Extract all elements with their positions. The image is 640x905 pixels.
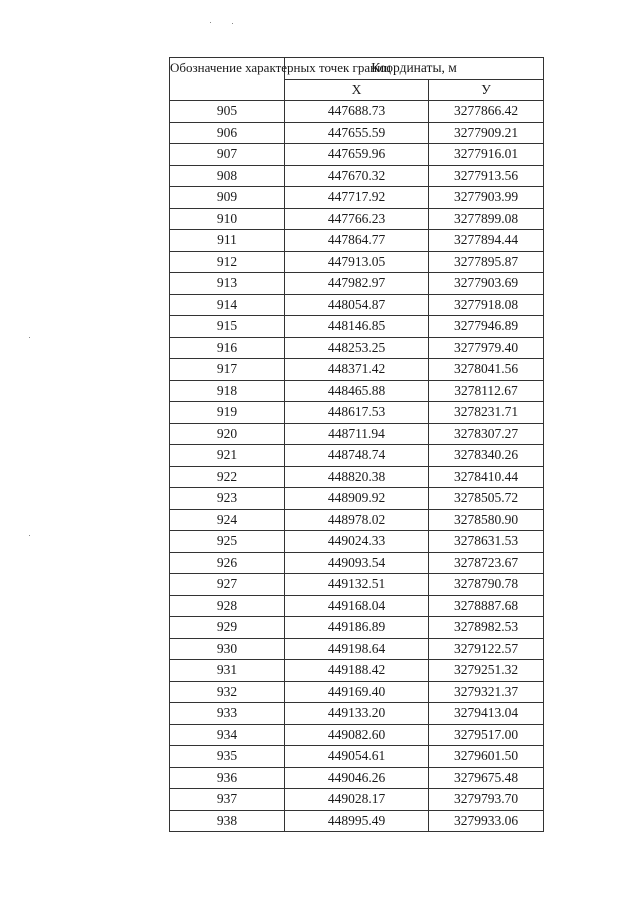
y-coordinate-cell: 3277946.89	[429, 316, 544, 338]
y-coordinate-cell: 3278410.44	[429, 466, 544, 488]
x-coordinate-cell: 447688.73	[285, 101, 429, 123]
x-coordinate-cell: 449198.64	[285, 638, 429, 660]
y-coordinate-cell: 3278505.72	[429, 488, 544, 510]
x-coordinate-cell: 448253.25	[285, 337, 429, 359]
x-coordinate-cell: 447982.97	[285, 273, 429, 295]
point-id-cell: 913	[170, 273, 285, 295]
y-coordinate-cell: 3278340.26	[429, 445, 544, 467]
point-id-cell: 927	[170, 574, 285, 596]
point-id-cell: 916	[170, 337, 285, 359]
table-header	[170, 58, 544, 101]
y-coordinate-cell: 3277903.69	[429, 273, 544, 295]
point-id-cell: 911	[170, 230, 285, 252]
x-coordinate-cell: 447913.05	[285, 251, 429, 273]
table-row	[170, 681, 544, 703]
table-row	[170, 380, 544, 402]
x-coordinate-cell: 449169.40	[285, 681, 429, 703]
y-coordinate-cell: 3278112.67	[429, 380, 544, 402]
point-id-cell: 930	[170, 638, 285, 660]
x-coordinate-cell: 449188.42	[285, 660, 429, 682]
point-id-cell: 919	[170, 402, 285, 424]
x-coordinate-cell: 447766.23	[285, 208, 429, 230]
y-coordinate-cell: 3278790.78	[429, 574, 544, 596]
y-coordinate-cell: 3277918.08	[429, 294, 544, 316]
y-coordinate-cell: 3278231.71	[429, 402, 544, 424]
y-coordinate-cell: 3279793.70	[429, 789, 544, 811]
table-row	[170, 337, 544, 359]
table-row	[170, 122, 544, 144]
table-row	[170, 230, 544, 252]
x-coordinate-cell: 449054.61	[285, 746, 429, 768]
x-coordinate-cell: 448054.87	[285, 294, 429, 316]
table-row	[170, 488, 544, 510]
point-id-cell: 918	[170, 380, 285, 402]
table-row	[170, 144, 544, 166]
table-row	[170, 746, 544, 768]
coordinates-group-header: Координаты, м	[285, 58, 544, 80]
y-coordinate-cell: 3278723.67	[429, 552, 544, 574]
y-coordinate-cell: 3279251.32	[429, 660, 544, 682]
table-row	[170, 273, 544, 295]
table-row	[170, 509, 544, 531]
point-designation-header: Обозначение характерных точек границ	[170, 58, 285, 101]
x-coordinate-cell: 448995.49	[285, 810, 429, 832]
scan-speck	[29, 337, 30, 338]
table-row	[170, 789, 544, 811]
y-coordinate-cell: 3279122.57	[429, 638, 544, 660]
y-coordinate-cell: 3279517.00	[429, 724, 544, 746]
point-id-cell: 921	[170, 445, 285, 467]
x-column-header: X	[285, 79, 429, 101]
point-id-cell: 937	[170, 789, 285, 811]
y-coordinate-cell: 3279321.37	[429, 681, 544, 703]
y-column-header: У	[429, 79, 544, 101]
point-id-cell: 908	[170, 165, 285, 187]
y-coordinate-cell: 3277895.87	[429, 251, 544, 273]
x-coordinate-cell: 449028.17	[285, 789, 429, 811]
x-coordinate-cell: 447655.59	[285, 122, 429, 144]
table-row	[170, 208, 544, 230]
x-coordinate-cell: 447670.32	[285, 165, 429, 187]
table-row	[170, 531, 544, 553]
table-row	[170, 359, 544, 381]
scan-speck	[232, 23, 233, 24]
x-coordinate-cell: 448820.38	[285, 466, 429, 488]
point-id-cell: 936	[170, 767, 285, 789]
table-row	[170, 445, 544, 467]
y-coordinate-cell: 3277913.56	[429, 165, 544, 187]
table-row	[170, 724, 544, 746]
y-coordinate-cell: 3277899.08	[429, 208, 544, 230]
scan-speck	[210, 22, 211, 23]
y-coordinate-cell: 3278631.53	[429, 531, 544, 553]
y-coordinate-cell: 3277903.99	[429, 187, 544, 209]
scan-speck	[29, 535, 30, 536]
x-coordinate-cell: 448465.88	[285, 380, 429, 402]
x-coordinate-cell: 449132.51	[285, 574, 429, 596]
table-row	[170, 316, 544, 338]
point-id-cell: 924	[170, 509, 285, 531]
point-id-cell: 935	[170, 746, 285, 768]
y-coordinate-cell: 3278307.27	[429, 423, 544, 445]
point-id-cell: 933	[170, 703, 285, 725]
x-coordinate-cell: 449168.04	[285, 595, 429, 617]
table-row	[170, 187, 544, 209]
point-id-cell: 923	[170, 488, 285, 510]
x-coordinate-cell: 448617.53	[285, 402, 429, 424]
point-id-cell: 912	[170, 251, 285, 273]
table-row	[170, 638, 544, 660]
point-id-cell: 905	[170, 101, 285, 123]
point-id-cell: 926	[170, 552, 285, 574]
table-row	[170, 810, 544, 832]
point-id-cell: 917	[170, 359, 285, 381]
y-coordinate-cell: 3279933.06	[429, 810, 544, 832]
table-row	[170, 703, 544, 725]
table-row	[170, 101, 544, 123]
point-id-cell: 922	[170, 466, 285, 488]
table-row	[170, 617, 544, 639]
x-coordinate-cell: 447717.92	[285, 187, 429, 209]
table-row	[170, 402, 544, 424]
y-coordinate-cell: 3279675.48	[429, 767, 544, 789]
x-coordinate-cell: 449082.60	[285, 724, 429, 746]
coordinates-table	[169, 57, 544, 832]
x-coordinate-cell: 449093.54	[285, 552, 429, 574]
x-coordinate-cell: 449186.89	[285, 617, 429, 639]
table-row	[170, 294, 544, 316]
point-id-cell: 920	[170, 423, 285, 445]
x-coordinate-cell: 449133.20	[285, 703, 429, 725]
table-row	[170, 660, 544, 682]
y-coordinate-cell: 3277916.01	[429, 144, 544, 166]
x-coordinate-cell: 448748.74	[285, 445, 429, 467]
x-coordinate-cell: 448146.85	[285, 316, 429, 338]
table-row	[170, 595, 544, 617]
y-coordinate-cell: 3278580.90	[429, 509, 544, 531]
y-coordinate-cell: 3277979.40	[429, 337, 544, 359]
x-coordinate-cell: 448978.02	[285, 509, 429, 531]
table-body	[170, 101, 544, 832]
point-id-cell: 907	[170, 144, 285, 166]
y-coordinate-cell: 3278041.56	[429, 359, 544, 381]
point-id-cell: 931	[170, 660, 285, 682]
x-coordinate-cell: 448909.92	[285, 488, 429, 510]
table-row	[170, 767, 544, 789]
point-id-cell: 914	[170, 294, 285, 316]
y-coordinate-cell: 3278887.68	[429, 595, 544, 617]
y-coordinate-cell: 3277909.21	[429, 122, 544, 144]
y-coordinate-cell: 3278982.53	[429, 617, 544, 639]
x-coordinate-cell: 448371.42	[285, 359, 429, 381]
table-row	[170, 165, 544, 187]
x-coordinate-cell: 449046.26	[285, 767, 429, 789]
table-row	[170, 251, 544, 273]
x-coordinate-cell: 447659.96	[285, 144, 429, 166]
point-id-cell: 938	[170, 810, 285, 832]
x-coordinate-cell: 448711.94	[285, 423, 429, 445]
point-id-cell: 910	[170, 208, 285, 230]
point-id-cell: 928	[170, 595, 285, 617]
y-coordinate-cell: 3277894.44	[429, 230, 544, 252]
y-coordinate-cell: 3277866.42	[429, 101, 544, 123]
table-row	[170, 423, 544, 445]
y-coordinate-cell: 3279601.50	[429, 746, 544, 768]
point-id-cell: 932	[170, 681, 285, 703]
x-coordinate-cell: 449024.33	[285, 531, 429, 553]
point-id-cell: 906	[170, 122, 285, 144]
point-id-cell: 915	[170, 316, 285, 338]
table-row	[170, 574, 544, 596]
point-id-cell: 909	[170, 187, 285, 209]
point-id-cell: 929	[170, 617, 285, 639]
y-coordinate-cell: 3279413.04	[429, 703, 544, 725]
x-coordinate-cell: 447864.77	[285, 230, 429, 252]
table-row	[170, 552, 544, 574]
point-id-cell: 925	[170, 531, 285, 553]
table-row	[170, 466, 544, 488]
point-id-cell: 934	[170, 724, 285, 746]
